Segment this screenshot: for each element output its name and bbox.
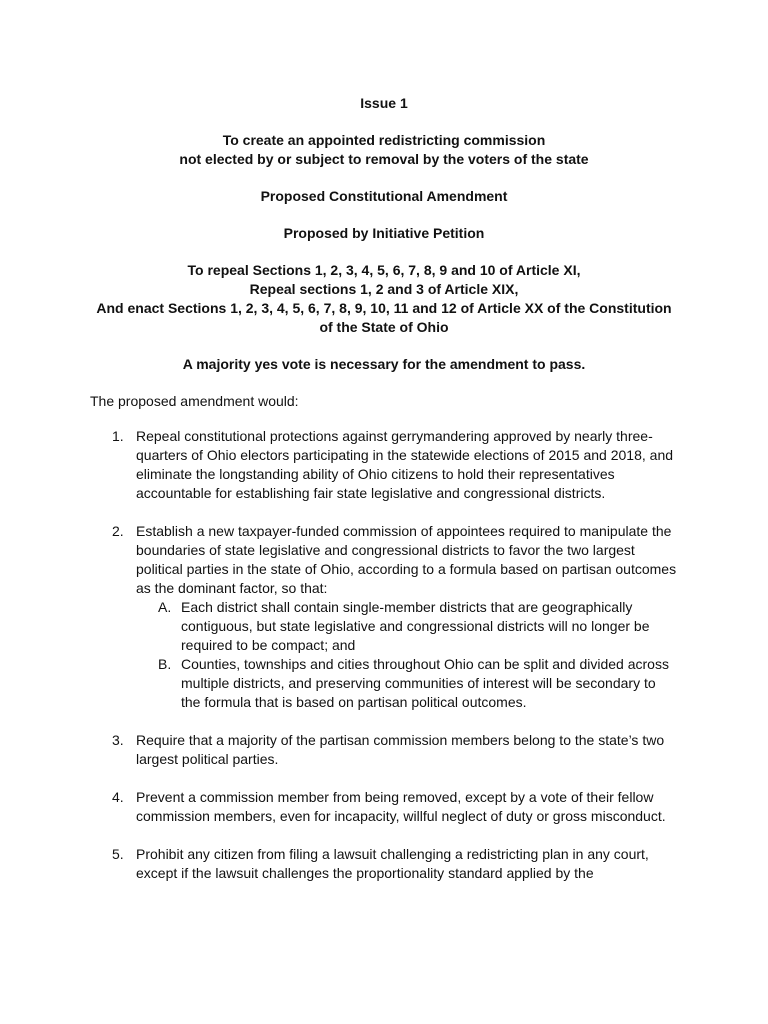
list-item	[90, 427, 678, 503]
sub-list-item	[136, 598, 678, 655]
list-item-text: Repeal constitutional protections against gerrymandering approved by nearly three-quarters of Ohio electors participating in the statewide elections of 2015 and 2018, and eliminate the longstanding ability of Ohio citizens to hold their representatives accountable for establishing fair state legislative and congressional districts.	[136, 428, 674, 501]
list-item-number: 3.	[112, 732, 124, 748]
majority-note: A majority yes vote is necessary for the amendment to pass.	[182, 356, 586, 372]
repeal-line-2: Repeal sections 1, 2 and 3 of Article XIX,	[249, 281, 519, 297]
amendment-list	[90, 427, 678, 883]
subtitle-line-1: To create an appointed redistricting commission	[222, 132, 546, 148]
list-item-text: Require that a majority of the partisan commission members belong to the state’s two largest political parties.	[136, 732, 665, 767]
list-item-text: Establish a new taxpayer-funded commission of appointees required to manipulate the boundaries of state legislative and congressional districts to favor the two largest political parties in the state of Ohio, according to a formula based on partisan outcomes as the dominant factor, so that:	[136, 523, 677, 596]
intro-text: The proposed amendment would:	[90, 393, 299, 409]
sub-list-letter: B.	[158, 656, 172, 672]
amendment-type: Proposed Constitutional Amendment	[260, 188, 508, 204]
list-item	[90, 788, 678, 826]
list-item-number: 1.	[112, 428, 124, 444]
repeal-line-3: And enact Sections 1, 2, 3, 4, 5, 6, 7, 8, 9, 10, 11 and 12 of Article XX of the Constitution	[96, 300, 672, 316]
issue-subtitle	[90, 131, 678, 169]
repeal-line-4: of the State of Ohio	[319, 319, 449, 335]
sub-list-text: Each district shall contain single-member districts that are geographically contiguous, but state legislative and congressional districts will no longer be required to be compact; and	[181, 599, 650, 653]
list-item-number: 4.	[112, 789, 124, 805]
sub-list-text: Counties, townships and cities throughout Ohio can be split and divided across multiple districts, and preserving communities of interest will be secondary to the formula that is based on partisan political outcomes.	[181, 656, 669, 710]
repeal-statement	[90, 261, 678, 337]
list-item-text: Prevent a commission member from being removed, except by a vote of their fellow commission members, even for incapacity, willful neglect of duty or gross misconduct.	[136, 789, 666, 824]
sub-list-item	[136, 655, 678, 712]
issue-title: Issue 1	[360, 95, 408, 111]
repeal-line-1: To repeal Sections 1, 2, 3, 4, 5, 6, 7, 8, 9 and 10 of Article XI,	[187, 262, 581, 278]
list-item	[90, 731, 678, 769]
list-item-number: 2.	[112, 523, 124, 539]
sub-list-letter: A.	[158, 599, 172, 615]
list-item-number: 5.	[112, 846, 124, 862]
proposed-by: Proposed by Initiative Petition	[283, 225, 485, 241]
list-item-text: Prohibit any citizen from filing a lawsuit challenging a redistricting plan in any court, except if the lawsuit challenges the proportionality standard applied by the	[136, 846, 649, 881]
subtitle-line-2: not elected by or subject to removal by the voters of the state	[179, 151, 589, 167]
list-item	[90, 845, 678, 883]
list-item	[90, 522, 678, 712]
sub-list	[136, 598, 678, 712]
